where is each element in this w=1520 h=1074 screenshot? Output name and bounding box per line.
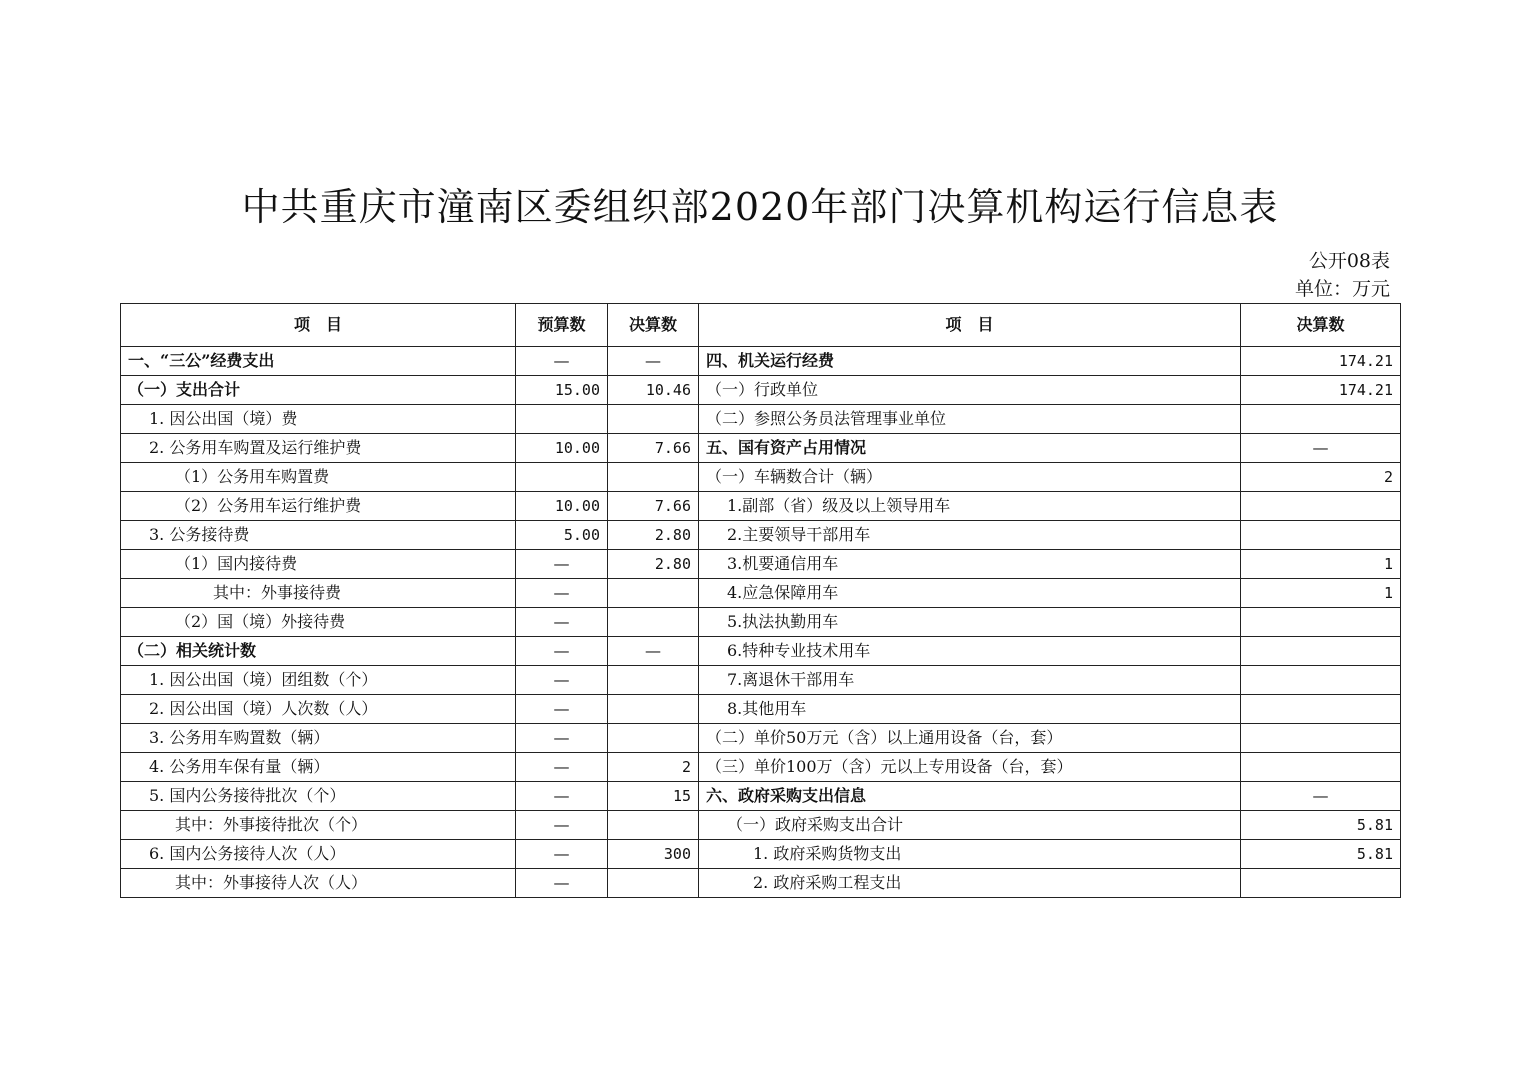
left-item-label: （2）公务用车运行维护费 — [121, 492, 516, 521]
left-item-label: （1）国内接待费 — [121, 550, 516, 579]
table-row — [121, 782, 1401, 811]
info-table — [120, 303, 1401, 898]
final-value-right: — — [1241, 782, 1401, 811]
left-item-label: 其中：外事接待批次（个） — [121, 811, 516, 840]
right-item-label: （一）行政单位 — [699, 376, 1241, 405]
table-body — [121, 347, 1401, 898]
final-value-left — [608, 608, 699, 637]
budget-value: — — [516, 811, 608, 840]
left-item-label: （二）相关统计数 — [121, 637, 516, 666]
final-value-right — [1241, 666, 1401, 695]
final-value-left: 10.46 — [608, 376, 699, 405]
budget-value: — — [516, 724, 608, 753]
header-final-right: 决算数 — [1241, 304, 1401, 347]
final-value-left — [608, 811, 699, 840]
final-value-right — [1241, 869, 1401, 898]
final-value-right — [1241, 492, 1401, 521]
form-number: 公开08表 — [1308, 250, 1390, 272]
left-item-label: 4. 公务用车保有量（辆） — [121, 753, 516, 782]
final-value-left — [608, 724, 699, 753]
budget-value: — — [516, 666, 608, 695]
header-final-left: 决算数 — [608, 304, 699, 347]
table-row — [121, 492, 1401, 521]
table-row — [121, 753, 1401, 782]
final-value-right — [1241, 753, 1401, 782]
right-item-label: 6.特种专业技术用车 — [699, 637, 1241, 666]
final-value-right: 2 — [1241, 463, 1401, 492]
table-row — [121, 869, 1401, 898]
right-item-label: 五、国有资产占用情况 — [699, 434, 1241, 463]
right-item-label: （二）参照公务员法管理事业单位 — [699, 405, 1241, 434]
final-value-right: — — [1241, 434, 1401, 463]
final-value-left — [608, 405, 699, 434]
final-value-right — [1241, 724, 1401, 753]
budget-value: — — [516, 840, 608, 869]
left-item-label: 其中：外事接待人次（人） — [121, 869, 516, 898]
final-value-left — [608, 695, 699, 724]
right-item-label: 1.副部（省）级及以上领导用车 — [699, 492, 1241, 521]
final-value-left: 7.66 — [608, 434, 699, 463]
left-item-label: （2）国（境）外接待费 — [121, 608, 516, 637]
left-item-label: 2. 因公出国（境）人次数（人） — [121, 695, 516, 724]
right-item-label: 六、政府采购支出信息 — [699, 782, 1241, 811]
right-item-label: 8.其他用车 — [699, 695, 1241, 724]
left-item-label: （一）支出合计 — [121, 376, 516, 405]
left-item-label: 6. 国内公务接待人次（人） — [121, 840, 516, 869]
table-row — [121, 347, 1401, 376]
final-value-left — [608, 463, 699, 492]
budget-value: 5.00 — [516, 521, 608, 550]
left-item-label: 1. 因公出国（境）费 — [121, 405, 516, 434]
right-item-label: 1. 政府采购货物支出 — [699, 840, 1241, 869]
right-item-label: （三）单价100万（含）元以上专用设备（台，套） — [699, 753, 1241, 782]
final-value-left: — — [608, 347, 699, 376]
left-item-label: 一、“三公”经费支出 — [121, 347, 516, 376]
final-value-right: 174.21 — [1241, 347, 1401, 376]
right-item-label: （一）政府采购支出合计 — [699, 811, 1241, 840]
final-value-left: 15 — [608, 782, 699, 811]
left-item-label: 2. 公务用车购置及运行维护费 — [121, 434, 516, 463]
budget-value — [516, 463, 608, 492]
table-row — [121, 463, 1401, 492]
budget-value: 15.00 — [516, 376, 608, 405]
budget-value: 10.00 — [516, 434, 608, 463]
table-row — [121, 579, 1401, 608]
table-row — [121, 695, 1401, 724]
left-item-label: 3. 公务接待费 — [121, 521, 516, 550]
right-item-label: 7.离退休干部用车 — [699, 666, 1241, 695]
final-value-left — [608, 666, 699, 695]
table-row — [121, 434, 1401, 463]
table-header-row — [121, 304, 1401, 347]
header-budget: 预算数 — [516, 304, 608, 347]
right-item-label: 2. 政府采购工程支出 — [699, 869, 1241, 898]
final-value-right — [1241, 608, 1401, 637]
table-row — [121, 521, 1401, 550]
final-value-left: 300 — [608, 840, 699, 869]
table-row — [121, 376, 1401, 405]
final-value-right: 5.81 — [1241, 811, 1401, 840]
final-value-right: 5.81 — [1241, 840, 1401, 869]
table-row — [121, 550, 1401, 579]
right-item-label: 5.执法执勤用车 — [699, 608, 1241, 637]
final-value-left: 2.80 — [608, 521, 699, 550]
final-value-left: 2.80 — [608, 550, 699, 579]
budget-value: — — [516, 753, 608, 782]
final-value-right: 1 — [1241, 579, 1401, 608]
table-row — [121, 666, 1401, 695]
right-item-label: 3.机要通信用车 — [699, 550, 1241, 579]
left-item-label: 5. 国内公务接待批次（个） — [121, 782, 516, 811]
budget-value: — — [516, 695, 608, 724]
final-value-right — [1241, 637, 1401, 666]
header-item-right: 项 目 — [699, 304, 1241, 347]
final-value-right — [1241, 695, 1401, 724]
budget-value: — — [516, 869, 608, 898]
right-item-label: 2.主要领导干部用车 — [699, 521, 1241, 550]
budget-value: — — [516, 637, 608, 666]
budget-value: — — [516, 550, 608, 579]
final-value-left — [608, 579, 699, 608]
right-item-label: （一）车辆数合计（辆） — [699, 463, 1241, 492]
final-value-right — [1241, 521, 1401, 550]
left-item-label: 3. 公务用车购置数（辆） — [121, 724, 516, 753]
budget-value: — — [516, 347, 608, 376]
document-title: 中共重庆市潼南区委组织部2020年部门决算机构运行信息表 — [241, 185, 1279, 229]
budget-value: — — [516, 579, 608, 608]
final-value-left — [608, 869, 699, 898]
right-item-label: （二）单价50万元（含）以上通用设备（台，套） — [699, 724, 1241, 753]
left-item-label: 1. 因公出国（境）团组数（个） — [121, 666, 516, 695]
table-row — [121, 405, 1401, 434]
table-row — [121, 608, 1401, 637]
final-value-right: 1 — [1241, 550, 1401, 579]
header-item-left: 项 目 — [121, 304, 516, 347]
final-value-right: 174.21 — [1241, 376, 1401, 405]
final-value-left: 2 — [608, 753, 699, 782]
final-value-right — [1241, 405, 1401, 434]
budget-value: — — [516, 782, 608, 811]
right-item-label: 4.应急保障用车 — [699, 579, 1241, 608]
budget-value: — — [516, 608, 608, 637]
table-row — [121, 724, 1401, 753]
final-value-left: 7.66 — [608, 492, 699, 521]
unit-label: 单位：万元 — [1294, 278, 1390, 300]
budget-value: 10.00 — [516, 492, 608, 521]
table-row — [121, 637, 1401, 666]
table-row — [121, 840, 1401, 869]
right-item-label: 四、机关运行经费 — [699, 347, 1241, 376]
left-item-label: 其中：外事接待费 — [121, 579, 516, 608]
final-value-left: — — [608, 637, 699, 666]
table-row — [121, 811, 1401, 840]
left-item-label: （1）公务用车购置费 — [121, 463, 516, 492]
budget-value — [516, 405, 608, 434]
